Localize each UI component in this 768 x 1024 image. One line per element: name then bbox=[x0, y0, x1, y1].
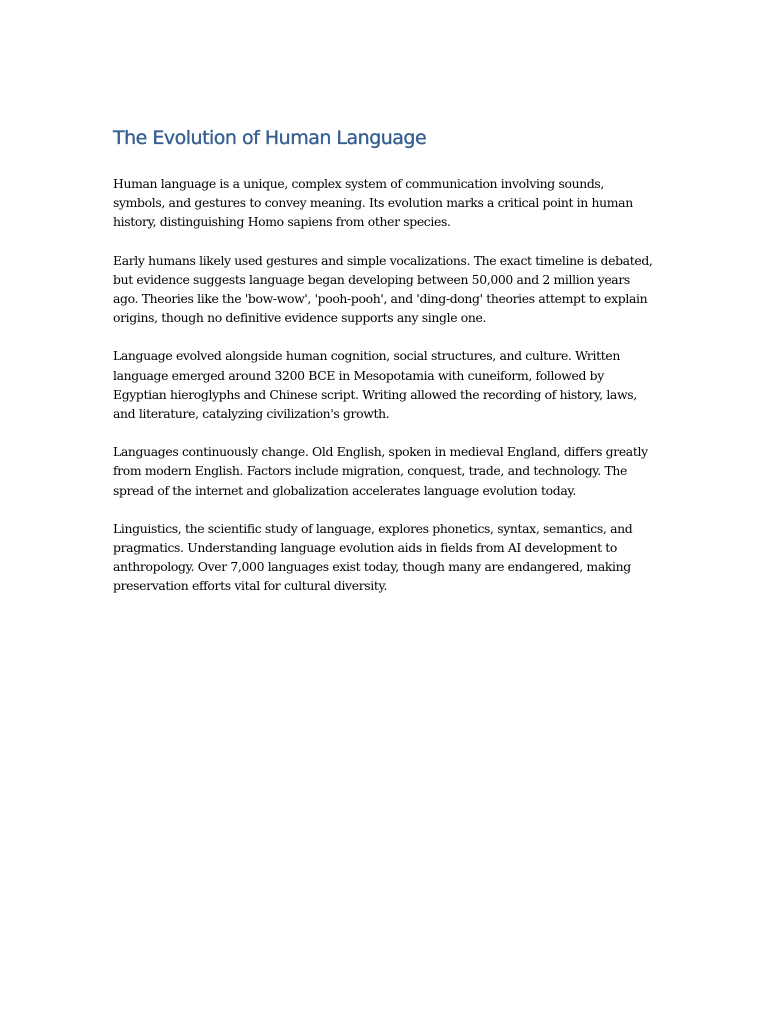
paragraph-language-change: Languages continuously change. Old English, spoken in medieval England, differs greatly from modern English. Factors include migration, conquest, trade, and technology. The spread of the internet and globalization accelerates language evolution today. bbox=[113, 444, 648, 498]
paragraph-early-humans: Early humans likely used gestures and simple vocalizations. The exact timeline is debated, but evidence suggests language began developing between 50,000 and 2 million years ago. Theories like the 'bow-wow', 'pooh-pooh', and 'ding-dong' theories attempt to explain origins, though no definitive evidence supports any single one. bbox=[113, 252, 653, 326]
paragraph-linguistics: Linguistics, the scientific study of language, explores phonetics, syntax, semantics, and pragmatics. Understanding language evolution aids in fields from AI development to anthropology. Over 7,000 languages exist today, though many are endangered, making preservation efforts vital for cultural diversity. bbox=[113, 520, 633, 594]
paragraph-written-language: Language evolved alongside human cognition, social structures, and culture. Written language emerged around 3200 BCE in Mesopotamia with cuneiform, followed by Egyptian hieroglyphs and Chinese script. Writing allowed the recording of history, laws, and literature, catalyzing civilization's growth. bbox=[113, 348, 637, 422]
document-title: The Evolution of Human Language bbox=[113, 127, 427, 149]
document-body bbox=[113, 174, 658, 596]
document-content bbox=[113, 122, 658, 615]
paragraph-introduction: Human language is a unique, complex system of communication involving sounds, symbols, and gestures to convey meaning. Its evolution marks a critical point in human history, distinguishing Homo sapiens from other species. bbox=[113, 176, 633, 230]
